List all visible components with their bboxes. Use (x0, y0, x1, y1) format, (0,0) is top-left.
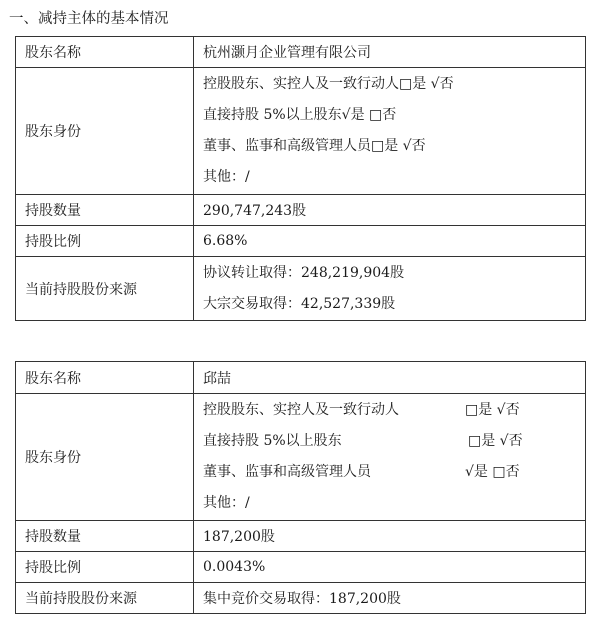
identity-line-five-percent (203, 426, 585, 457)
shareholder-identity-cell (194, 394, 586, 521)
source-line-agreement: 协议转让取得：248,219,904股 (203, 264, 405, 281)
shares-source-cell (194, 257, 586, 321)
shares-source-value: 集中竞价交易取得：187,200股 (194, 583, 586, 614)
identity-choice: √是 □否 (465, 464, 520, 480)
shares-source-label: 当前持股股份来源 (16, 583, 194, 614)
shares-quantity-value: 290,747,243股 (194, 195, 586, 226)
identity-text: 直接持股 5%以上股东 (203, 433, 342, 449)
identity-line-other: 其他：/ (203, 169, 250, 185)
shareholder-name-value: 邱喆 (194, 362, 586, 394)
table-row (16, 394, 586, 521)
identity-line-director: 董事、监事和高级管理人员□是 √否 (203, 138, 426, 154)
identity-line-controlling: 控股股东、实控人及一致行动人□是 √否 (203, 76, 454, 92)
shares-ratio-label: 持股比例 (16, 552, 194, 583)
table-row (16, 68, 586, 195)
shares-quantity-label: 持股数量 (16, 521, 194, 552)
shareholder-identity-cell (194, 68, 586, 195)
source-line-block-trade: 大宗交易取得：42,527,339股 (203, 295, 396, 312)
table-row (16, 362, 586, 394)
identity-choice: □是 √否 (468, 433, 523, 449)
identity-text: 控股股东、实控人及一致行动人 (203, 402, 399, 418)
identity-line-controlling (203, 395, 585, 426)
shares-quantity-value: 187,200股 (194, 521, 586, 552)
shareholder-table-2 (15, 361, 586, 614)
shareholder-identity-label: 股东身份 (16, 394, 194, 521)
identity-text: 董事、监事和高级管理人员 (203, 464, 371, 480)
table-row (16, 257, 586, 321)
identity-line-five-percent: 直接持股 5%以上股东√是 □否 (203, 107, 397, 123)
table-row (16, 37, 586, 68)
shareholder-name-label: 股东名称 (16, 362, 194, 394)
shares-ratio-label: 持股比例 (16, 226, 194, 257)
shares-ratio-value: 0.0043% (194, 552, 586, 583)
identity-line-director (203, 457, 585, 488)
table-row (16, 195, 586, 226)
identity-line-other: 其他：/ (203, 495, 250, 511)
table-row (16, 226, 586, 257)
section-title: 一、减持主体的基本情况 (9, 11, 169, 27)
shares-ratio-value: 6.68% (194, 226, 586, 257)
shareholder-name-label: 股东名称 (16, 37, 194, 68)
shares-source-label: 当前持股股份来源 (16, 257, 194, 321)
shares-quantity-label: 持股数量 (16, 195, 194, 226)
table-row (16, 521, 586, 552)
shareholder-name-value: 杭州灏月企业管理有限公司 (194, 37, 586, 68)
table-row (16, 583, 586, 614)
table-row (16, 552, 586, 583)
shareholder-identity-label: 股东身份 (16, 68, 194, 195)
shareholder-table-1 (15, 36, 586, 321)
identity-choice: □是 √否 (465, 402, 520, 418)
